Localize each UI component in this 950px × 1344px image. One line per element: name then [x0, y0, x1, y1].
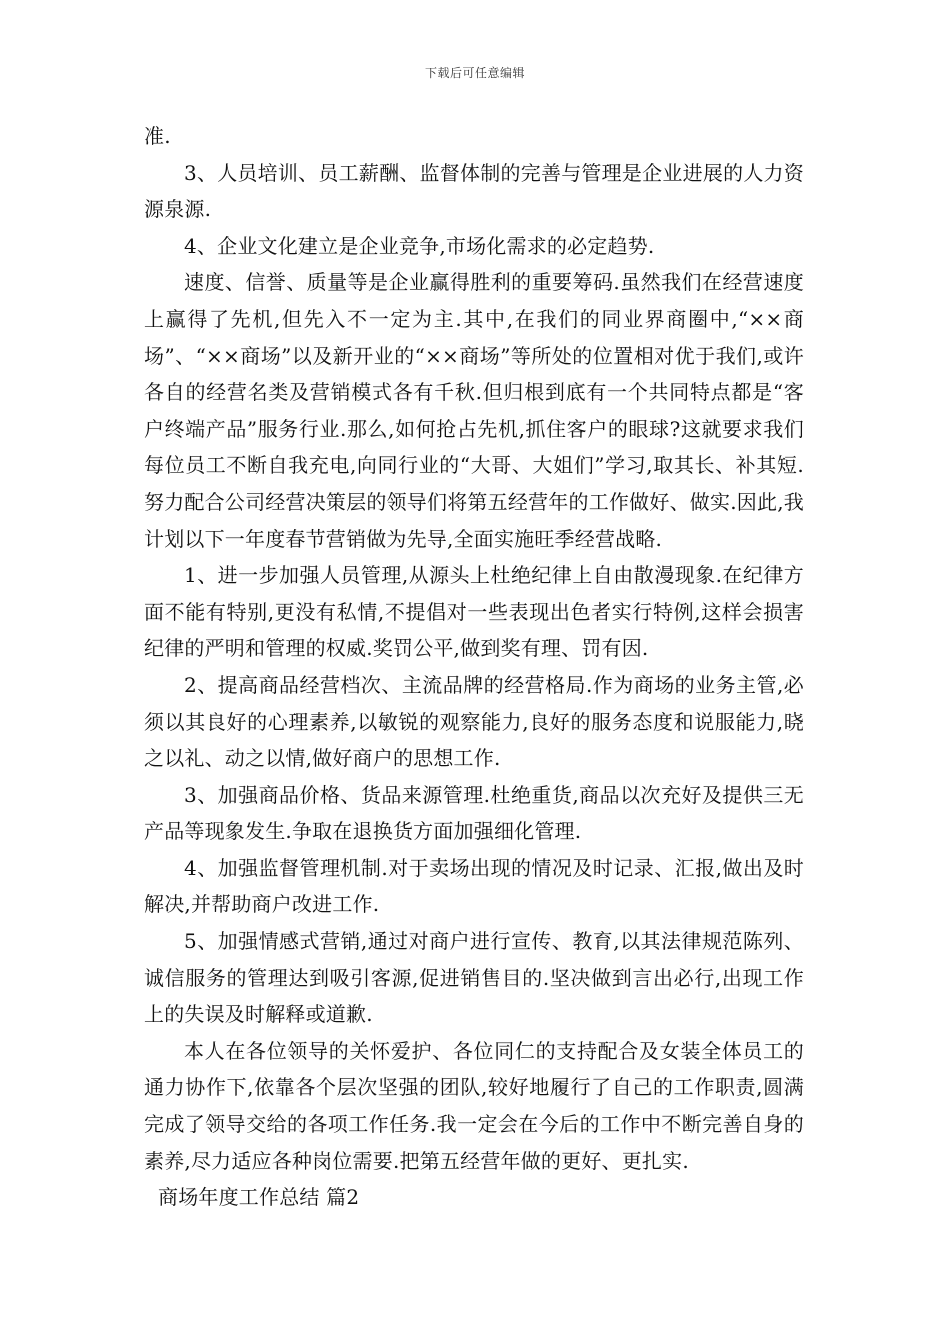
paragraph-3: 4、企业文化建立是企业竞争,市场化需求的必定趋势.: [184, 233, 655, 258]
paragraph-6: 2、提高商品经营档次、主流品牌的经营格局.作为商场的业务主管,必须以其良好的心理素养,以敏锐的观察能力,良好的服务态度和说服能力,晓之以礼、动之以情,做好商户的思想工作.: [144, 672, 804, 771]
paragraph-10: 本人在各位领导的关怀爱护、各位同仁的支持配合及女装全体员工的通力协作下,依靠各个层次坚强的团队,较好地履行了自己的工作职责,圆满完成了领导交给的各项工作任务.我一定会在今后的工作中不断完善自身的素养,尽力适应各种岗位需要.把第五经营年做的更好、更扎实.: [144, 1038, 804, 1173]
paragraph-1: 准.: [144, 124, 171, 148]
paragraph-8: 4、加强监督管理机制.对于卖场出现的情况及时记录、汇报,做出及时解决,并帮助商户改进工作.: [144, 855, 804, 917]
paragraph-9: 5、加强情感式营销,通过对商户进行宣传、教育,以其法律规范陈列、诚信服务的管理达到吸引客源,促进销售目的.坚决做到言出必行,出现工作上的失误及时解释或道歉.: [144, 929, 804, 1027]
paragraph-7: 3、加强商品价格、货品来源管理.杜绝重货,商品以次充好及提供三无产品等现象发生.争取在退换货方面加强细化管理.: [144, 782, 804, 844]
paragraph-5: 1、进一步加强人员管理,从源头上杜绝纪律上自由散漫现象.在纪律方面不能有特别,更没有私情,不提倡对一些表现出色者实行特例,这样会损害纪律的严明和管理的权威.奖罚公平,做到奖有理、罚有因.: [144, 563, 804, 661]
section-title: 商场年度工作总结 篇2: [158, 1185, 360, 1210]
paragraph-2: 3、人员培训、员工薪酬、监督体制的完善与管理是企业进展的人力资源泉源.: [144, 160, 804, 222]
document-body: [144, 118, 804, 1216]
paragraph-4: 速度、信誉、质量等是企业赢得胜利的重要筹码.虽然我们在经营速度上赢得了先机,但先入不一定为主.其中,在我们的同业界商圈中,“××商场”、“××商场”以及新开业的“××商场”等所处的位置相对优于我们,或许各自的经营名类及营销模式各有千秋.但归根到底有一个共同特点都是“客户终端产品”服务行业.那么,如何抢占先机,抓住客户的眼球?这就要求我们每位员工不断自我充电,向同行业的“大哥、大姐们”学习,取其长、补其短.努力配合公司经营决策层的领导们将第五经营年的工作做好、做实.因此,我计划以下一年度春节营销做为先导,全面实施旺季经营战略.: [144, 270, 804, 551]
page-header: 下载后可任意编辑: [424, 66, 525, 80]
